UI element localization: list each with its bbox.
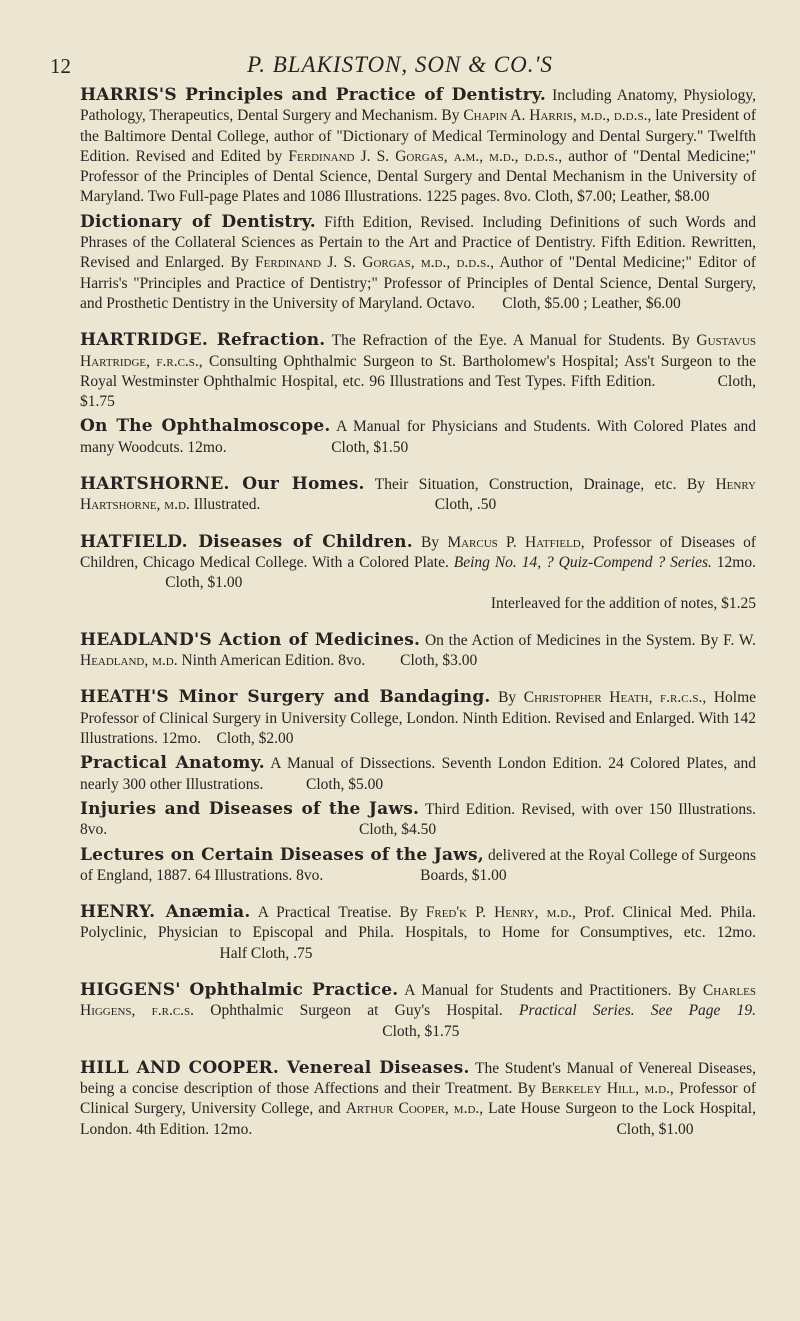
interleaved-note: Interleaved for the addition of notes, $1.25 — [490, 594, 756, 612]
entry-heading: Practical Anatomy. — [80, 753, 265, 774]
price: Cloth, $1.75 — [382, 1022, 460, 1040]
entry-heading: HARTRIDGE. Refraction. — [80, 330, 326, 351]
author-name: Charles Higgens, f.r.c.s. — [80, 981, 756, 1020]
price: Cloth, $5.00 ; Leather, $6.00 — [502, 294, 681, 312]
author-name: Gustavus Hartridge, f.r.c.s., — [80, 332, 756, 370]
author-name: Henry Hartshorne, m.d. — [80, 476, 756, 514]
editor-name: Ferdinand J. S. Gorgas, a.m., m.d., d.d.s., — [288, 147, 563, 165]
catalog-entry-henry-anaemia: HENRY. Anæmia. A Practical Treatise. By Fred'k P. Henry, m.d., Prof. Clinical Med. Phila. Polyclinic, Physician to Episcopal and Phila. Hospitals, to Home for Consumptives, etc. 12mo. Half Cloth, .75 — [80, 902, 756, 962]
catalog-entry-practical-anatomy: Practical Anatomy. A Manual of Dissections. Seventh London Edition. 24 Colored Plates, and nearly 300 other Illustrations. Cloth, $5.00 — [80, 753, 756, 793]
catalog-entry-ophthalmoscope: On The Ophthalmoscope. A Manual for Physicians and Students. With Colored Plates and many Woodcuts. 12mo. Cloth, $1.50 — [80, 416, 756, 456]
price: Cloth, $1.75 — [80, 372, 756, 411]
catalog-entry-hatfield: HATFIELD. Diseases of Children. By Marcus P. Hatfield, Professor of Diseases of Children, Chicago Medical College. With a Colored Plate. Being No. 14, ? Quiz-Compend ? Series. 12mo. Cloth, $1.00 — [80, 531, 757, 592]
price: Cloth, $5.00 — [306, 775, 384, 793]
catalog-entry-harris: HARRIS'S Principles and Practice of Dentistry. Including Anatomy, Physiology, Pathology, Therapeutics, Dental Surgery and Mechanism. By Chapin A. Harris, m.d., d.d.s., late President of the Baltimore Dental College, author of "Dictionary of Medical Terminology and Dental Surgery." Twelfth Edition. Revised and Edited by Ferdinand J. S. Gorgas, a.m., m.d., d.d.s., author of "Dental Medicine;" Professor of the Principles of Dental Science, Dental Surgery and Dental Mechanism in the University of Maryland. Two Full-page Plates and 1086 Illustrations. 1225 pages. 8vo. Cloth, $7.00; Leather, $8.00 — [80, 85, 757, 206]
author-name: Fred'k P. Henry, m.d., — [425, 904, 576, 922]
entry-heading: HATFIELD. Diseases of Children. — [80, 531, 413, 552]
price: Cloth, $4.50 — [359, 821, 437, 839]
page-number: 12 — [50, 54, 71, 78]
price: Cloth, $1.00 — [616, 1120, 694, 1138]
catalog-entry-hill-cooper: HILL AND COOPER. Venereal Diseases. The Student's Manual of Venereal Diseases, being a concise description of those Affections and their Treatment. By Berkeley Hill, m.d., Professor of Clinical Surgery, University College, and Arthur Cooper, m.d., Late House Surgeon to the Lock Hospital, London. 4th Edition. 12mo. Cloth, $1.00 — [80, 1057, 756, 1138]
entry-heading: On The Ophthalmoscope. — [80, 416, 331, 437]
price: Cloth, .50 — [434, 496, 497, 514]
author-name: Berkeley Hill, m.d., — [541, 1080, 674, 1098]
author-name: Ferdinand J. S. Gorgas, m.d., d.d.s., — [255, 254, 494, 272]
catalog-entry-hartridge-refraction: HARTRIDGE. Refraction. The Refraction of the Eye. A Manual for Students. By Gustavus Hartridge, f.r.c.s., Consulting Ophthalmic Surgeon to St. Bartholomew's Hospital; Ass't Surgeon to the Royal Westminster Ophthalmic Hospital, etc. 96 Illustrations and Test Types. Fifth Edition. Cloth, $1.75 — [80, 330, 756, 411]
series-note: Being No. 14, ? Quiz-Compend ? Series. — [453, 553, 712, 571]
price: Half Cloth, .75 — [219, 944, 313, 962]
author-name: Marcus P. Hatfield, — [447, 533, 585, 551]
author-name: Chapin A. Harris, m.d., d.d.s., — [463, 107, 652, 125]
author-name: Christopher Heath, f.r.c.s., — [523, 689, 707, 707]
entry-heading: HEATH'S Minor Surgery and Bandaging. — [80, 687, 491, 708]
price: Cloth, $2.00 — [216, 730, 294, 748]
series-note: Practical Series. See Page 19. — [518, 1002, 757, 1020]
entry-heading: HEADLAND'S Action of Medicines. — [80, 629, 421, 650]
author-name: Arthur Cooper, m.d., — [345, 1100, 484, 1118]
entry-heading: HARTSHORNE. Our Homes. — [80, 474, 365, 495]
entry-heading: HARRIS'S Principles and Practice of Dentistry. — [80, 85, 547, 105]
catalog-entry-hartshorne: HARTSHORNE. Our Homes. Their Situation, Construction, Drainage, etc. By Henry Hartshorne, m.d. Illustrated. Cloth, .50 — [80, 474, 756, 514]
entry-heading: Dictionary of Dentistry. — [80, 211, 316, 232]
entry-heading: Lectures on Certain Diseases of the Jaws, — [80, 844, 484, 865]
price: Cloth, $1.00 — [165, 574, 243, 592]
price: Boards, $1.00 — [420, 866, 507, 884]
author-name: F. W. Headland, m.d. — [80, 631, 756, 670]
catalog-entry-headland: HEADLAND'S Action of Medicines. On the Action of Medicines in the System. By F. W. Headland, m.d. Ninth American Edition. 8vo. Cloth, $3.00 — [80, 629, 756, 670]
catalog-entry-injuries-jaws: Injuries and Diseases of the Jaws. Third Edition. Revised, with over 150 Illustrations. 8vo. Cloth, $4.50 — [80, 798, 756, 839]
entry-heading: Injuries and Diseases of the Jaws. — [80, 798, 420, 819]
catalog-entry-lectures-jaws: Lectures on Certain Diseases of the Jaws, delivered at the Royal College of Surgeons of England, 1887. 64 Illustrations. 8vo. Boards, $1.00 — [80, 844, 756, 884]
catalog-entry-higgens: HIGGENS' Ophthalmic Practice. A Manual for Students and Practitioners. By Charles Higgens, f.r.c.s. Ophthalmic Surgeon at Guy's Hospital. Practical Series. See Page 19. Cloth, $1.75 — [80, 979, 757, 1040]
running-head: P. BLAKISTON, SON & CO.'S — [247, 52, 553, 77]
entry-heading: HILL AND COOPER. Venereal Diseases. — [80, 1057, 470, 1078]
catalog-entry-dictionary-dentistry: Dictionary of Dentistry. Fifth Edition, Revised. Including Definitions of such Words and Phrases of the Collateral Sciences as Pertain to the Art and Practice of Dentistry. Fifth Edition. Rewritten, Revised and Enlarged. By Ferdinand J. S. Gorgas, m.d., d.d.s., Author of "Dental Medicine;" Editor of Harris's "Principles and Practice of Dentistry;" Professor of Principles of Dental Science, Dental Surgery, and Prosthetic Dentistry in the University of Maryland. Octavo. Cloth, $5.00 ; Leather, $6.00 — [80, 211, 757, 312]
catalog-entries — [80, 85, 756, 1140]
price: Cloth, $3.00 — [400, 652, 478, 670]
catalog-entry-heath-minor-surgery: HEATH'S Minor Surgery and Bandaging. By Christopher Heath, f.r.c.s., Holme Professor of Clinical Surgery in University College, London. Ninth Edition. Revised and Enlarged. With 142 Illustrations. 12mo. Cloth, $2.00 — [80, 687, 757, 748]
entry-heading: HIGGENS' Ophthalmic Practice. — [80, 979, 399, 1000]
entry-heading: HENRY. Anæmia. — [80, 902, 251, 923]
price: Cloth, $1.50 — [331, 438, 409, 456]
